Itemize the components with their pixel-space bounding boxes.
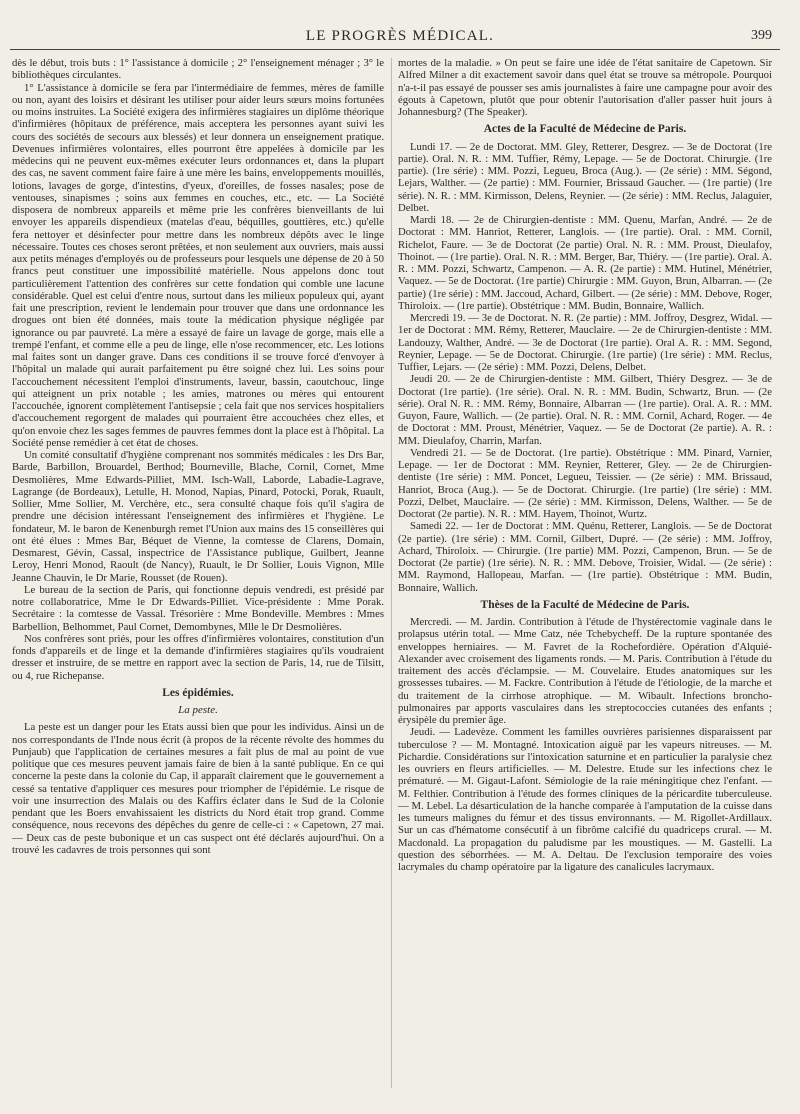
header-rule [10,49,780,50]
right-column [398,57,772,873]
page-number: 399 [751,28,772,43]
left-column [12,57,384,856]
schedule-entry: Mercredi 19. — 3e de Doctorat. N. R. (2e partie) : MM. Joffroy, Desgrez, Widal. — 1er de Doctorat : MM. Rémy, Retterer, Mauclaire. — 2e de Chirurgien-dentiste : MM. Landouzy, Walther, André. — 3e de Doctorat (1re partie). Oral A. R. : MM. Segond, Reynier, Lepage. — 5e de Doctorat. Chirurgie. (1re partie) (1re série) : MM. Reclus, Tuffier, Lejars. — (2e série) : MM. Pozzi, Delens, Delbet. [398,312,772,373]
paragraph: Un comité consultatif d'hygiène comprenant nos sommités médicales : les Drs Bar, Barde, Barbillon, Brouardel, Berthod; Bourneville, Blache, Cornil, Cornet, Mme Desmolières, Mme Edwards-Pilliet, MM. Isch-Wall, Laborde, Labadie-Lagrave, Lagrange (de Bordeaux), Letulle, H. Monod, Napias, Pinard, Potocki, Porak, Ruault, Sollier, Mme Sollier, M. Verchère, etc., sera consulté chaque fois qu'il s'agira de prendre une décision intéressant l'enseignement des infirmières et l'hygiène. Le fondateur, M. le baron de Kenenburgh remet l'Union aux mains des 15 conseillères qui ont été élues : Mmes Bar, Béquet de Vienne, la comtesse de Clarens, Domain, Desmarest, Gévin, Cassal, inspectrice de l'Assistance publique, Guilbert, Jeanne Leroy, Henri Monod, Raoult (de Nancy), Ruault, le Dr Sollier, Louis Vignon, Mlle Jeanne Chauvin, le Dr Marie, Rousset (de Rouen). [12,449,384,584]
paragraph: Nos confrères sont priés, pour les offres d'infirmières volontaires, constitution d'un fonds d'appareils et de linge et la demande d'infirmières stagiaires qu'ils voudraient dresser et instruire, de se mettre en rapport avec la section de Paris, 14, rue de Tilsitt, ou 4, rue Richepanse. [12,632,384,682]
section-heading: Actes de la Faculté de Médecine de Paris. [483,123,687,136]
thesis-entry: Jeudi. — Ladevèze. Comment les familles ouvrières parisiennes disparaissent par tuberculose ? — M. Montagné. Intoxication aiguë par les vapeurs nitreuses. — M. Pichardie. Considérations sur l'intoxication saturnine et en particulier la paralysie chez les ouvriers en fleurs artificielles. — M. Delestre. Etude sur les infections chez le prématuré. — M. Gigaut-Lafont. Sémiologie de la raie méningitique chez l'enfant. — M. Felthier. Contribution à l'étude des formes cliniques de la péricardite tuberculeuse. — M. Lebel. La désarticulation de la hanche comparée à l'amputation de la cuisse dans les tumeurs malignes du fémur et des tissus environnants. — M. Rigollet-Ardillaux. Sur un cas d'hématome consécutif à un fibrôme calcifié du quadriceps crural. — M. Macdonald. La propagation du paludisme par les moustiques. — M. Gastelli. La question des séborrhées. — M. A. Deltau. De l'exclusion temporaire des voies lacrymales du champ opératoire par la ligature des canalicules lacrymaux. [398,726,772,873]
section-subheading: La peste. [178,704,218,716]
section-heading: Les épidémies. [162,686,234,699]
thesis-entry: Mercredi. — M. Jardin. Contribution à l'étude de l'hystérectomie vaginale dans le prolapsus utérin total. — Mme Catz, née Tchebycheff. De la rupture spontanée des enveloppes herniaires. — M. Favret de la Rochefordière. Opération d'Alquié-Alexander avec croisement des ligaments ronds. — M. Paris. Contribution à l'étude du traitement des accès d'éclampsie. — M. Couvelaire. Etudes anatomiques sur les grossesses tubaires. — M. Fackre. Contribution à l'étude de l'étiologie, de la marche et du traitement de la cirrhose atrophique. — M. Wibault. Infections broncho-pulmonaires par apports vasculaires dans les streptococcies cutanées des enfants ; érysipèle du premier âge. [398,616,772,726]
schedule-entry: Vendredi 21. — 5e de Doctorat. (1re partie). Obstétrique : MM. Pinard, Varnier, Lepage. — 1er de Doctorat : MM. Reynier, Retterer, Gley. — 2e de Chirurgien-dentiste (1re série) : MM. Poncet, Legueu, Teissier. — (2e série) : MM. Brissaud, Hanriot, Broca (Aug.). — 5e de Doctorat. Chirurgie. (1re partie) (1re série) : MM. Pozzi, Delbet, Mauclaire. — (2e série) : MM. Kirmisson, Delens, Walther. — 5e de Doctorat (2e partie). N. R. : MM. Hayem, Thoinot, Wurtz. [398,446,772,520]
paragraph: Le bureau de la section de Paris, qui fonctionne depuis vendredi, est présidé par notre collaboratrice, Mme le Dr Edwards-Pilliet. Vice-présidente : Mme Porak. Secrétaire : la comtesse de Vassal. Trésorière : Mme Bondeville. Membres : Mmes Barbellion, Belhommet, Paul Cornet, Demombynes, Mlle le Dr Desmolières. [12,583,384,633]
page-header [0,28,800,46]
paragraph: dès le début, trois buts : 1° l'assistance à domicile ; 2° l'enseignement ménager ; 3° le bibliothèques circulantes. [12,57,384,82]
schedule-entry: Lundi 17. — 2e de Doctorat. MM. Gley, Retterer, Desgrez. — 3e de Doctorat (1re partie). Oral. N. R. : MM. Tuffier, Rémy, Lepage. — 5e de Doctorat. Chirurgie. (1re partie). (1re série) : MM. Pozzi, Legueu, Broca (Aug.). — (2e série) : MM. Ségond, Lejars, Walther. — (2e partie) : MM. Fournier, Brissaud Gaucher. — (1re partie) (1re série). N. R. : MM. Kirmisson, Delens, Reynier. — (2e série) : MM. Reclus, Jalaguier, Delbet. [398,140,772,214]
schedule-entry: Mardi 18. — 2e de Chirurgien-dentiste : MM. Quenu, Marfan, André. — 2e de Doctorat : MM. Hanriot, Retterer, Langlois. — (1re partie). Oral. : MM. Cornil, Richelot, Faure. — 3e de Doctorat (2e partie) Oral. N. R. : MM. Proust, Dieulafoy, Thoinot. — (1re partie). Oral. N. R. : MM. Berger, Bar, Thiéry. — (1re partie). Oral. A. R. : MM. Pozzi, Schwartz, Campenon. — A. R. (2e partie) : MM. Hutinel, Ménétrier, Vaquez. — 5e de Doctorat. (1re partie) Chirurgie : MM. Guyon, Brun, Albarran. — (2e partie) (1re série) : MM. Jaccoud, Achard, Gilbert. — (2e série) : MM. Debove, Roger, Thiroloix. — (1re partie). Obstétrique : MM. Budin, Bonnaire, Wallich. [398,214,772,312]
paragraph: mortes de la maladie. » On peut se faire une idée de l'état sanitaire de Capetown. Sir Alfred Milner a dit exactement savoir dans quel état se trouve sa métropole. Pourquoi n'a-t-il pas essayé de pousser ses amis journalistes à faire une campagne pour avoir des égouts à Capetown, plutôt que pour obtenir l'autorisation d'aller passer huit jours à Johannesburg? (The Speaker). [398,57,772,118]
paragraph: 1° L'assistance à domicile se fera par l'intermédiaire de femmes, mères de famille ou non, ayant des loisirs et désirant les utiliser pour aider leurs sœurs moins fortunées ou moins instruites. La Société exigera des infirmières stagiaires un diplôme théorique d'infirmières (hôpitaux de préférence, mais acceptera les personnes ayant suivi les cours des sociétés de secours aux blessés) et leur donnera un enseignement pratique. Devenues infirmières volontaires, elles pourront être appelées à domicile par les médecins qui ne peuvent eux-mêmes exécuter leurs ordonnances et, dans la plupart des cas, ne savent comment faire faire à une mère les bains, enveloppements mouillés, lotions, lavages de gorge, d'intestins, d'yeux, d'oreilles, de fosses nasales; pose de ventouses, sinapismes ; soins aux femmes en couches, etc., etc. — La Société disposera de nombreux appareils et même prie les confrères bienveillants de lui envoyer les appareils dispendieux (matelas d'eau, béquilles, gouttières, etc.) qu'elle fera nettoyer et désinfecter pour mettre dans les nombreux dépôts avec le linge nécessaire. Toutes ces choses seront prêtées, et non seulement aux ouvriers, mais aussi aux petits ménages d'employés ou de professeurs pour lesquels une dépense de 20 à 50 francs peut constituer une impossibilité matérielle. Nous appelons donc tout particulièrement l'attention des confrères sur cette fondation qui comble une lacune considérable. Quel est celui d'entre nous, surtout dans les milieux populeux qui, ayant fait une prescription, revient le lendemain pour trouver que dans une ordonnance les drogues ont bien été données, mais toute la médication physique négligée par ignorance ou par pauvreté. La mère a essayé de faire un lavage de gorge, mais elle a trempé l'enfant, et comme elle a peu de linge, elle n'ose recommencer, etc. Les lotions mal faites sont un danger grave. Dans ces conditions il se trouve forcé d'envoyer à l'hôpital un malade qui aurait parfaitement pu être soigné chez lui. Les soins pour l'accouchement nécessitent l'emploi d'instruments, laveur, bassin, caoutchouc, linge qui atteignent un prix notable ; les amies, matrones ou mères qui entourent l'accouchée, ignorent complètement l'antisepsie ; cela fait que nos services hospitaliers d'accouchement regorgent de malades qui pourraient être accouchées chez elles, et qu'on envoie chez les sages femmes de pauvres femmes dont la place est à l'hôpital. La Société pense remédier à cet état de choses. [12,81,384,449]
running-title: LE PROGRÈS MÉDICAL. [305,28,495,44]
schedule-entry: Jeudi 20. — 2e de Chirurgien-dentiste : MM. Gilbert, Thiéry Desgrez. — 3e de Doctorat (1re partie). (1re série). Oral. N. R. : MM. Budin, Schwartz, Brun. — (2e série). Oral N. R. : MM. Rémy, Bonnaire, Albarran — (1re partie). Oral. A. R. : MM. Guyon, Faure, Wallich. — (2e partie). Oral. N. R. : MM. Cornil, Achard, Roger. — 4e de Doctorat : MM. Proust, Ménétrier, Vaquez. — 5e de Doctorat (2e partie). A. R. : MM. Dieulafoy, Charrin, Marfan. [398,373,772,447]
section-heading: Thèses de la Faculté de Médecine de Paris. [480,598,690,611]
column-divider [391,58,392,1088]
schedule-entry: Samedi 22. — 1er de Doctorat : MM. Quénu, Retterer, Langlois. — 5e de Doctorat (2e partie). (1re série) : MM. Cornil, Gilbert, Dupré. — (2e série) : MM. Joffroy, Achard, Thiroloix. — Chirurgie. (1re partie) MM. Pozzi, Campenon, Brun. — 5e de Doctorat (2e partie) (1re série). N. R. : MM. Debove, Troisier, Widal. — (2e série) : MM. Raymond, Hallopeau, Marfan. — (1re partie). Obstétrique : MM. Budin, Bonnaire, Wallich. [398,520,772,594]
paragraph: La peste est un danger pour les Etats aussi bien que pour les individus. Ainsi un de nos correspondants de l'Inde nous écrit (à propos de la récente révolte des hommes du Punjaub) que l'application de certaines mesures a fait plus de mal au point de vue politique que ces mesures peuvent jamais faire de bien à la santé publique. En ce qui concerne la peste dans la colonie du Cap, il apparaît clairement que le gouvernement a cessé sa tentative d'appliquer ces mesures pour triompher de l'épidémie. Le risque de voir une insurrection des Malais ou des Kaffirs éclater dans le Sud de la Colonie pendant que les Boers envahissaient les districts du Nord était trop grand. Comme conséquence, nous recevons des dépêches du genre de celle-ci : « Capetown, 27 mai. — Deux cas de peste bubonique et un cas suspect ont été déclarés aujourd'hui. On a trouvé les cadavres de trois personnes qui sont [12,721,384,856]
